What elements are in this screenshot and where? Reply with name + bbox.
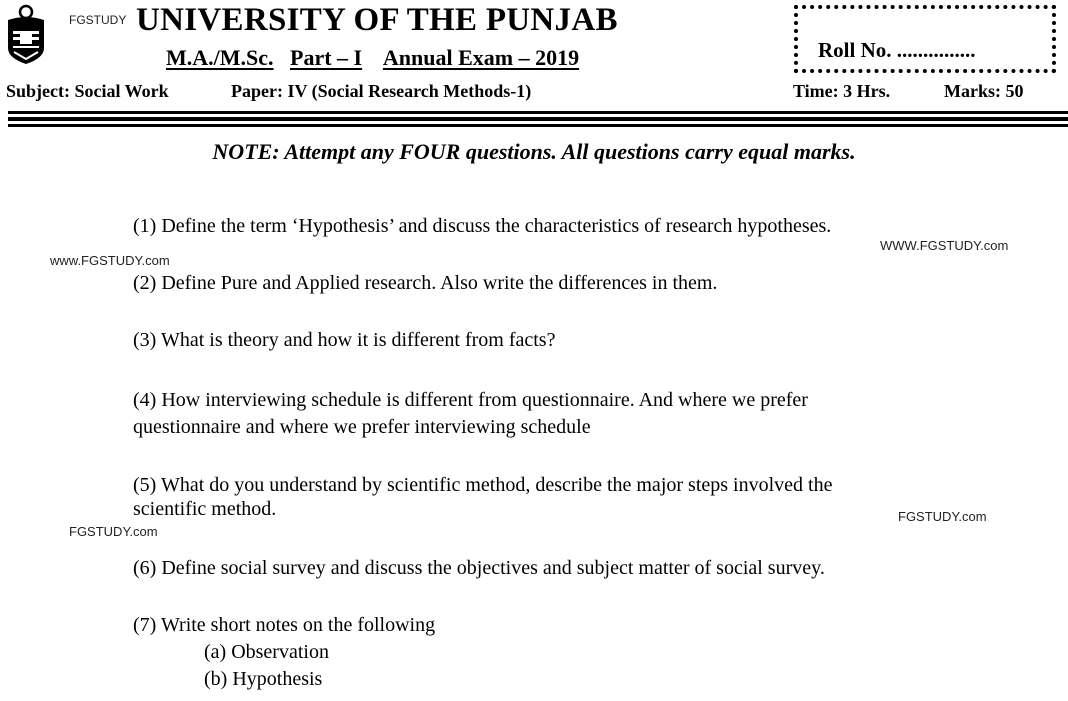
question-5-line-1: (5) What do you understand by scientific method, describe the major steps involved the [133, 474, 833, 496]
university-crest-icon [4, 4, 48, 66]
watermark-fgstudy-header: FGSTUDY [69, 13, 127, 27]
watermark-fgstudy: FGSTUDY.com [69, 524, 158, 539]
watermark-fgstudy: www.FGSTUDY.com [50, 253, 170, 268]
marks-label: Marks: 50 [944, 81, 1024, 101]
question-4-line-1: (4) How interviewing schedule is different from questionnaire. And where we prefer [133, 389, 808, 411]
watermark-fgstudy: WWW.FGSTUDY.com [880, 238, 1009, 253]
question-3: (3) What is theory and how it is different from facts? [133, 329, 556, 351]
question-1: (1) Define the term ‘Hypothesis’ and discuss the characteristics of research hypotheses. [133, 215, 832, 237]
roll-number-field[interactable]: Roll No. ............... [818, 38, 976, 62]
question-2: (2) Define Pure and Applied research. Also write the differences in them. [133, 272, 718, 294]
instructions-note: NOTE: Attempt any FOUR questions. All questions carry equal marks. [212, 139, 856, 164]
question-5-line-2: scientific method. [133, 498, 277, 520]
program-label: M.A./M.Sc. [166, 45, 274, 70]
question-6: (6) Define social survey and discuss the objectives and subject matter of social survey. [133, 557, 825, 579]
divider-top [8, 111, 1068, 114]
time-label: Time: 3 Hrs. [793, 81, 891, 101]
exam-label: Annual Exam – 2019 [382, 45, 580, 70]
divider-bottom [8, 124, 1068, 127]
subject-label: Subject: Social Work [6, 81, 169, 101]
question-7-subitem-a: (a) Observation [204, 641, 329, 663]
exam-subtitle [166, 44, 579, 72]
part-label: Part – I [290, 45, 363, 70]
paper-label: Paper: IV (Social Research Methods-1) [231, 81, 532, 101]
divider-middle [8, 117, 1068, 121]
question-4-line-2: questionnaire and where we prefer interviewing schedule [133, 416, 591, 438]
watermark-fgstudy: FGSTUDY.com [898, 509, 987, 524]
question-7: (7) Write short notes on the following [133, 614, 436, 636]
question-7-subitem-b: (b) Hypothesis [204, 668, 323, 690]
university-title: UNIVERSITY OF THE PUNJAB [136, 2, 618, 38]
